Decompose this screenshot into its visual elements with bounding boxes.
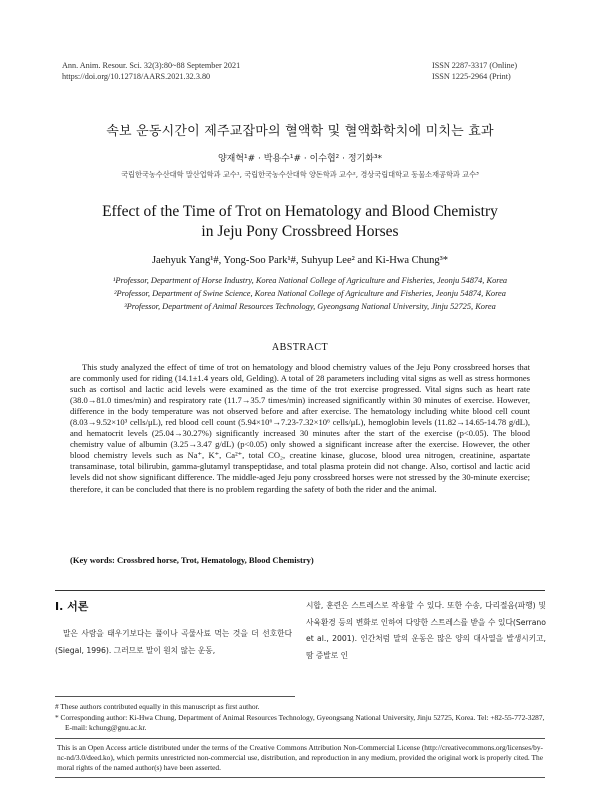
footnote-corresponding-author: * Corresponding author: Ki-Hwa Chung, Department of Animal Resources Technology, Gyeongsang National University, Jinju 52725, Korea. Tel: +82-55-772-3287, E-mail: kchung@gnu.ac.kr.: [55, 712, 545, 732]
korean-authors: 양재혁¹# · 박용수¹# · 이수협² · 정기화³*: [217, 154, 383, 164]
affiliation-3: ³Professor, Department of Animal Resources Technology, Gyeongsang National University, Jinju 52725, Korea: [124, 302, 496, 311]
affiliation-2: ²Professor, Department of Swine Science, Korea National College of Agriculture and Fisheries, Jeonju 54874, Korea: [114, 289, 506, 298]
english-authors: Jaehyuk Yang¹#, Yong-Soo Park¹#, Suhyup Lee² and Ki-Hwa Chung³*: [151, 255, 449, 266]
section-heading-introduction: Ⅰ. 서론: [55, 600, 89, 613]
footnotes: [55, 702, 545, 734]
english-title-line-1: Effect of the Time of Trot on Hematology and Blood Chemistry: [102, 203, 498, 220]
issn-online: ISSN 2287-3317 (Online): [432, 61, 518, 70]
journal-citation: [62, 60, 240, 82]
left-column: [55, 598, 292, 659]
footnote-divider: [55, 696, 295, 697]
journal-line: Ann. Anim. Resour. Sci. 32(3):80~88 September 2021: [62, 61, 241, 70]
introduction-paragraph-left: 말은 사람을 태우기보다는 풀이나 곡물사료 먹는 것을 더 선호한다(Siegal, 1996). 그러므로 말이 원치 않는 운동,: [55, 629, 292, 655]
korean-title: 속보 운동시간이 제주교잡마의 혈액학 및 혈액화학치에 미치는 효과: [106, 124, 494, 139]
footnote-equal-contribution: # These authors contributed equally in this manuscript as first author.: [55, 702, 260, 711]
abstract-heading: ABSTRACT: [271, 342, 329, 353]
issn-block: [432, 60, 517, 82]
issn-print: ISSN 1225-2964 (Print): [432, 72, 511, 81]
license-notice: This is an Open Access article distributed under the terms of the Creative Commons Attribution Non-Commercial License (http://creativecommons.org/licenses/by-nc-nd/3.0/deed.ko), which permits unrestricted non-commercial use, distribution, and reproduction in any medium, provided the original work is properly cited. The moral rights of the named author(s) have been asserted.: [55, 738, 545, 778]
doi-link[interactable]: https://doi.org/10.12718/AARS.2021.32.3.80: [62, 72, 211, 81]
introduction-paragraph-right: 시합, 훈련은 스트레스로 작용할 수 있다. 또한 수송, 다리절음(파행) 및 사육환경 등의 변화로 인하여 다양한 스트레스를 받을 수 있다(Serrano et al., 2001). 인간처럼 말의 운동은 많은 양의 대사열을 발생시키고, 땀 증발로 인: [306, 601, 546, 660]
keywords: (Key words: Crossbred horse, Trot, Hematology, Blood Chemistry): [70, 555, 314, 565]
english-affiliations: [70, 274, 550, 313]
right-column: [306, 598, 546, 664]
english-title: [0, 202, 600, 242]
abstract-text: This study analyzed the effect of time of trot on hematology and blood chemistry values of the Jeju Pony crossbreed horses that are commonly used for riding (14.1±1.4 years old, Gelding). A total of 28 parameters including vital signs as well as stress hormones such as cortisol and lactic acid levels were examined as the time of the trot exercise progressed. Vital signs such as heart rate (38.0→81.0 times/min) and respiratory rate (11.7→35.7 times/min) increased significantly within 30 minutes of exercise. However, difference in the body temperature was not observed before and after exercise. The hematology including white blood cell count (8.03→9.52×10³ cells/μL), red blood cell count (5.94×10⁶→7.23-7.32×10⁶ cells/μL), hemoglobin levels (11.82→14.65-14.78 g/dL), and hematocrit levels (25.04→30.27%) significantly increased 30 minutes after the start of the exercise (p<0.05). The blood chemistry value of albumin (3.25→3.47 g/dL) (p<0.05) only showed a significant increase after the exercise. However, the other blood chemistry levels such as Na⁺, K⁺, Ca²⁺, total CO₂, creatine kinase, glucose, blood urea nitrogen, creatinine, aspartate transaminase, total bilirubin, gamma-glutamyl transpeptidase, and total plasma protein did not change. Also, cortisol and lactic acid levels did not show significant difference. The middle-aged Jeju pony crossbreed horses were not stressed by the 30-minute exercise; therefore, it can be concluded that there is no problem regarding the safety of both the rider and the animal.: [70, 362, 530, 494]
affiliation-1: ¹Professor, Department of Horse Industry, Korea National College of Agriculture and Fisheries, Jeonju 54874, Korea: [112, 276, 508, 285]
korean-affiliations: 국립한국농수산대학 말산업학과 교수¹, 국립한국농수산대학 양돈학과 교수², 경상국립대학교 동물소재공학과 교수³: [121, 170, 479, 179]
section-divider: [55, 590, 545, 591]
english-title-line-2: in Jeju Pony Crossbreed Horses: [201, 223, 399, 240]
